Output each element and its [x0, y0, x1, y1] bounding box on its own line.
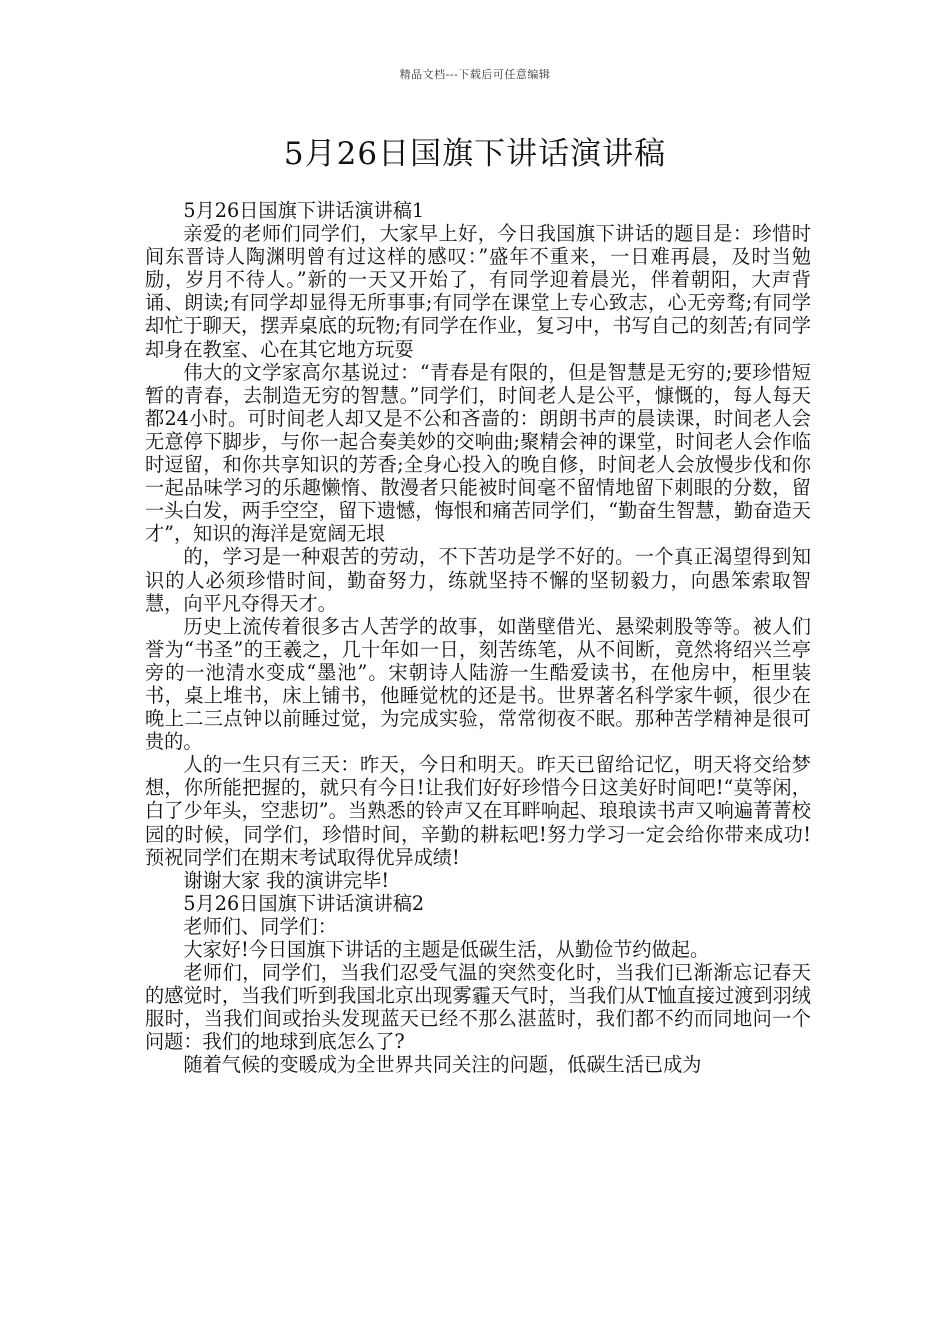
paragraph: 老师们，同学们，当我们忍受气温的突然变化时，当我们已渐渐忘记春天的感觉时，当我们听到我国北京出现雾霾天气时，当我们从T恤直接过渡到羽绒服时，当我们间或抬头发现蓝天已经不那么湛蓝时，我们都不约而同地问一个问题：我们的地球到底怎么了?: [145, 961, 811, 1054]
header-note: 精品文档---下载后可任意编辑: [399, 68, 551, 81]
section-heading: 5月26日国旗下讲话演讲稿2: [183, 891, 425, 915]
paragraph: 的，学习是一种艰苦的劳动，不下苦功是学不好的。一个真正渴望得到知识的人必须珍惜时间，勤奋努力，练就坚持不懈的坚韧毅力，向愚笨索取智慧，向平凡夺得天才。: [145, 545, 811, 615]
paragraph: 随着气候的变暖成为全世界共同关注的问题，低碳生活已成为: [183, 1053, 702, 1077]
paragraph: 历史上流传着很多古人苦学的故事，如凿壁借光、悬梁刺股等等。被人们誉为“书圣”的王羲之，几十年如一日，刻苦练笔，从不间断，竟然将绍兴兰亭旁的一池清水变成“墨池”。宋朝诗人陆游一生酷爱读书，在他房中，柜里装书，桌上堆书，床上铺书，他睡觉枕的还是书。世界著名科学家牛顿，很少在晚上二三点钟以前睡过觉，为完成实验，常常彻夜不眠。那种苦学精神是很可贵的。: [145, 614, 811, 754]
section-heading: 5月26日国旗下讲话演讲稿1: [183, 199, 425, 222]
document-title: 5月26日国旗下讲话演讲稿: [283, 136, 667, 172]
paragraph: 亲爱的老师们同学们，大家早上好，今日我国旗下讲话的题目是：珍惜时间东晋诗人陶渊明曾有过这样的感叹：”盛年不重来，一日难再晨，及时当勉励，岁月不待人。”新的一天又开始了，有同学迎着晨光，伴着朝阳，大声背诵、朗读;有同学却显得无所事事;有同学在课堂上专心致志，心无旁骛;有同学却忙于聊天，摆弄桌底的玩物;有同学在作业，复习中，书写自己的刻苦;有同学却身在教室、心在其它地方玩耍: [145, 222, 811, 361]
salutation: 老师们、同学们：: [183, 914, 337, 938]
paragraph: 谢谢大家 我的演讲完毕!: [183, 868, 390, 892]
document-body: [145, 199, 811, 1077]
paragraph: 伟大的文学家高尔基说过：“青春是有限的，但是智慧是无穷的;要珍惜短暂的青春，去制造无穷的智慧。”同学们，时间老人是公平，慷慨的，每人每天都24小时。可时间老人却又是不公和吝啬的：朗朗书声的晨读课，时间老人会无意停下脚步，与你一起合奏美妙的交响曲;聚精会神的课堂，时间老人会作临时逗留，和你共享知识的芳香;全身心投入的晚自修，时间老人会放慢步伐和你一起品味学习的乐趣懒惰、散漫者只能被时间毫不留情地留下刺眼的分数，留一头白发，两手空空，留下遗憾，悔恨和痛苦同学们，“勤奋生智慧，勤奋造天才”，知识的海洋是宽阔无垠: [145, 360, 811, 546]
paragraph: 大家好!今日国旗下讲话的主题是低碳生活，从勤俭节约做起。: [183, 938, 710, 961]
paragraph: 人的一生只有三天：昨天，今日和明天。昨天已留给记忆，明天将交给梦想，你所能把握的，就只有今日!让我们好好珍惜今日这美好时间吧!“莫等闲，白了少年头，空悲切”。当熟悉的铃声又在耳畔响起、琅琅读书声又响遍菁菁校园的时候，同学们，珍惜时间，辛勤的耕耘吧!努力学习一定会给你带来成功!预祝同学们在期末考试取得优异成绩!: [145, 753, 811, 869]
